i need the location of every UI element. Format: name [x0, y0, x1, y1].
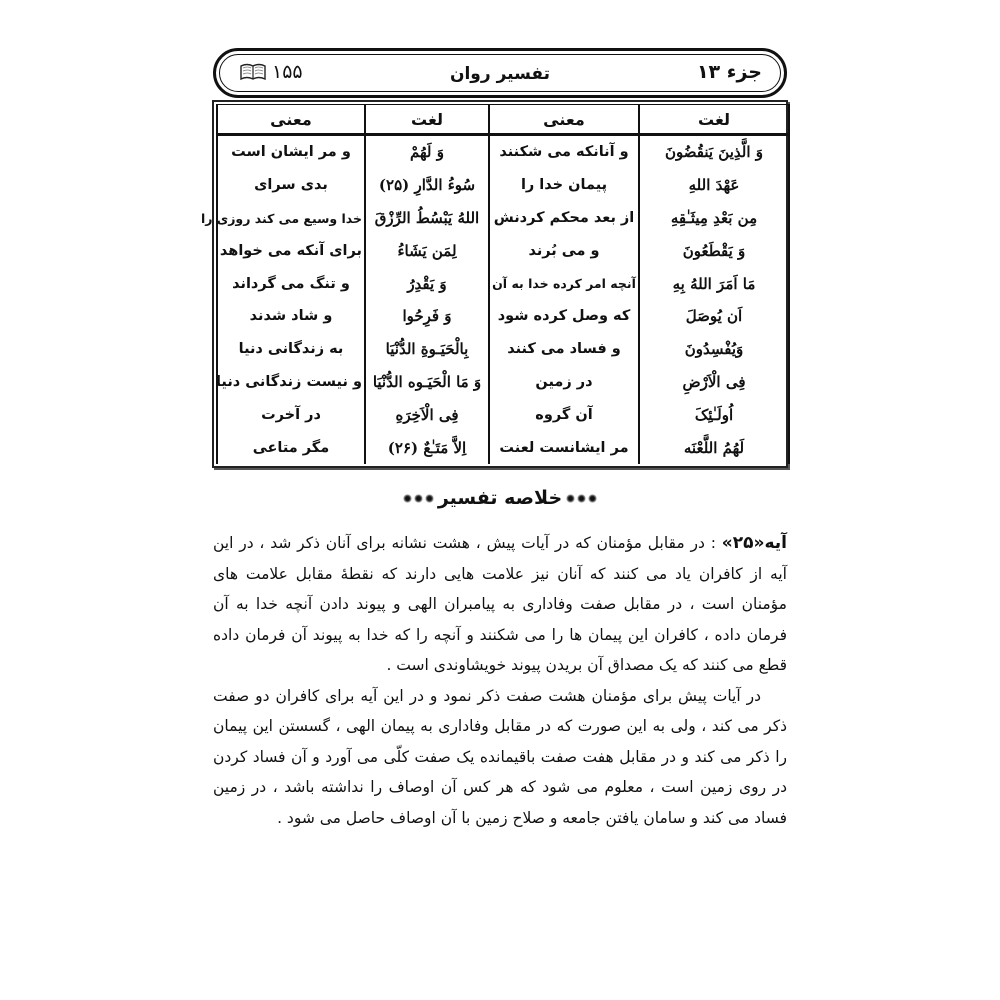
persian-meaning-cell: در زمین [489, 366, 639, 399]
paragraph-text: : در مقابل مؤمنان که در آیات پیش ، هشت نشانه برای آنان ذکر شد ، در این آیه از کافران یاد می کنند که آنان نیز علامت هایی دارند که نقطهٔ مقابل علامت های مؤمنان است ، در مقابل صفت وفاداری به پیامبران الهی و پیوند دادن آنچه خدا به آن فرمان داده ، کافران این پیمان ها را می شکنند و آنچه را که خدا به پیوند آن فرمان داده قطع می کنند که یک مصداق آن بریدن پیوند خویشاوندی است . [213, 534, 787, 674]
vocabulary-table [200, 104, 790, 464]
arabic-word-cell: اَن یُوصَلَ [639, 300, 789, 333]
persian-meaning-cell: آنچه امر کرده خدا به آن [489, 267, 639, 300]
persian-meaning-cell: در آخرت [217, 398, 365, 431]
persian-meaning-cell: و می بُرند [489, 234, 639, 267]
table-row [217, 398, 789, 431]
table-row [217, 169, 789, 202]
table-row [217, 267, 789, 300]
arabic-word-cell: فِی الْاَخِرَهِ [365, 398, 489, 431]
arabic-word-cell: وَ فَرِحُوا [365, 300, 489, 333]
diamond-ornament-icon [566, 494, 597, 503]
arabic-word-cell: وَ لَهُمْ [365, 135, 489, 169]
arabic-word-cell: مِن بَعْدِ مِیثَـٰقِهِ [639, 202, 789, 235]
persian-meaning-cell: برای آنکه می خواهد [217, 234, 365, 267]
arabic-word-cell: اللهُ یَبْسُطُ الرِّزْقَ [365, 202, 489, 235]
column-header-meaning: معنی [217, 105, 365, 135]
ayah-label: آیه«۲۵» [721, 533, 787, 553]
arabic-word-cell: اُولَـٰئِکَ [639, 398, 789, 431]
persian-meaning-cell: و فساد می کنند [489, 333, 639, 366]
column-header-word: لغت [639, 105, 789, 135]
table-row [217, 333, 789, 366]
persian-meaning-cell: مر ایشانست لعنت [489, 431, 639, 464]
persian-meaning-cell: آن گروه [489, 398, 639, 431]
arabic-word-cell: فِی الْاَرْضِ [639, 366, 789, 399]
arabic-word-cell: وَ الَّذِینَ یَنقُضُونَ [639, 135, 789, 169]
table-row [217, 300, 789, 333]
persian-meaning-cell: و تنگ می گرداند [217, 267, 365, 300]
paragraph: در آیات پیش برای مؤمنان هشت صفت ذکر نمود و در این آیه برای کافران دو صفت ذکر می کند ، ولی به این صورت که در مقابل وفاداری به پیمان الهی ، گسستن این پیمان را ذکر می کند و در مقابل هفت صفت باقیمانده یک صفت کلّی می آورد و آن فساد کردن در روی زمین است ، معلوم می شود که هر کس آن اوصاف را نداشته باشد ، در زمین فساد می کند و سامان یافتن جامعه و صلاح زمین با آن اوصاف حاصل می شود . [213, 686, 787, 827]
persian-meaning-cell: و شاد شدند [217, 300, 365, 333]
arabic-word-cell: وَیُفْسِدُونَ [639, 333, 789, 366]
paragraph [213, 528, 787, 681]
table-row [217, 431, 789, 464]
page-header [213, 48, 787, 98]
arabic-word-cell: عَهْدَ اللهِ [639, 169, 789, 202]
vocabulary-table-frame [200, 100, 788, 468]
arabic-word-cell: لَهُمُ اللَّعْنَه [639, 431, 789, 464]
column-header-word: لغت [365, 105, 489, 135]
arabic-word-cell: لِمَن یَشَاءُ [365, 234, 489, 267]
arabic-word-cell: بِالْحَیَـوةِ الدُّنْیَا [365, 333, 489, 366]
persian-meaning-cell: از بعد محکم کردنش [489, 202, 639, 235]
table-row [217, 366, 789, 399]
table-row [217, 202, 789, 235]
arabic-word-cell: وَ یَقْطَعُونَ [639, 234, 789, 267]
persian-meaning-cell: و نیست زندگانی دنیا [217, 366, 365, 399]
persian-meaning-cell: و آنانکه می شکنند [489, 135, 639, 169]
section-heading [0, 487, 1000, 509]
table-header-row [217, 105, 789, 135]
persian-meaning-cell: بدی سرای [217, 169, 365, 202]
persian-meaning-cell: که وصل کرده شود [489, 300, 639, 333]
table-row [217, 135, 789, 169]
arabic-word-cell: وَ مَا الْحَیَـوه الدُّنْیَا [365, 366, 489, 399]
arabic-word-cell: وَ یَقْدِرُ [365, 267, 489, 300]
page-number: ۱۵۵ [272, 61, 303, 83]
column-header-meaning: معنی [489, 105, 639, 135]
persian-meaning-cell: و مر ایشان است [217, 135, 365, 169]
arabic-word-cell: اِلاَّ مَتَـٰعٌ (۲۶) [365, 431, 489, 464]
arabic-word-cell: مَا اَمَرَ اللهُ بِهِ [639, 267, 789, 300]
section-title: خلاصه تفسیر [437, 487, 563, 509]
persian-meaning-cell: خدا وسیع می کند روزی را [217, 202, 365, 235]
commentary-body [213, 528, 787, 833]
persian-meaning-cell: پیمان خدا را [489, 169, 639, 202]
persian-meaning-cell: مگر متاعی [217, 431, 365, 464]
table-row [217, 234, 789, 267]
arabic-word-cell: سُوءُ الدَّارِ (۲۵) [365, 169, 489, 202]
juz-label: جزء ۱۳ [696, 61, 762, 83]
persian-meaning-cell: به زندگانی دنیا [217, 333, 365, 366]
diamond-ornament-icon [403, 494, 434, 503]
book-title: تفسیر روان [449, 64, 551, 84]
